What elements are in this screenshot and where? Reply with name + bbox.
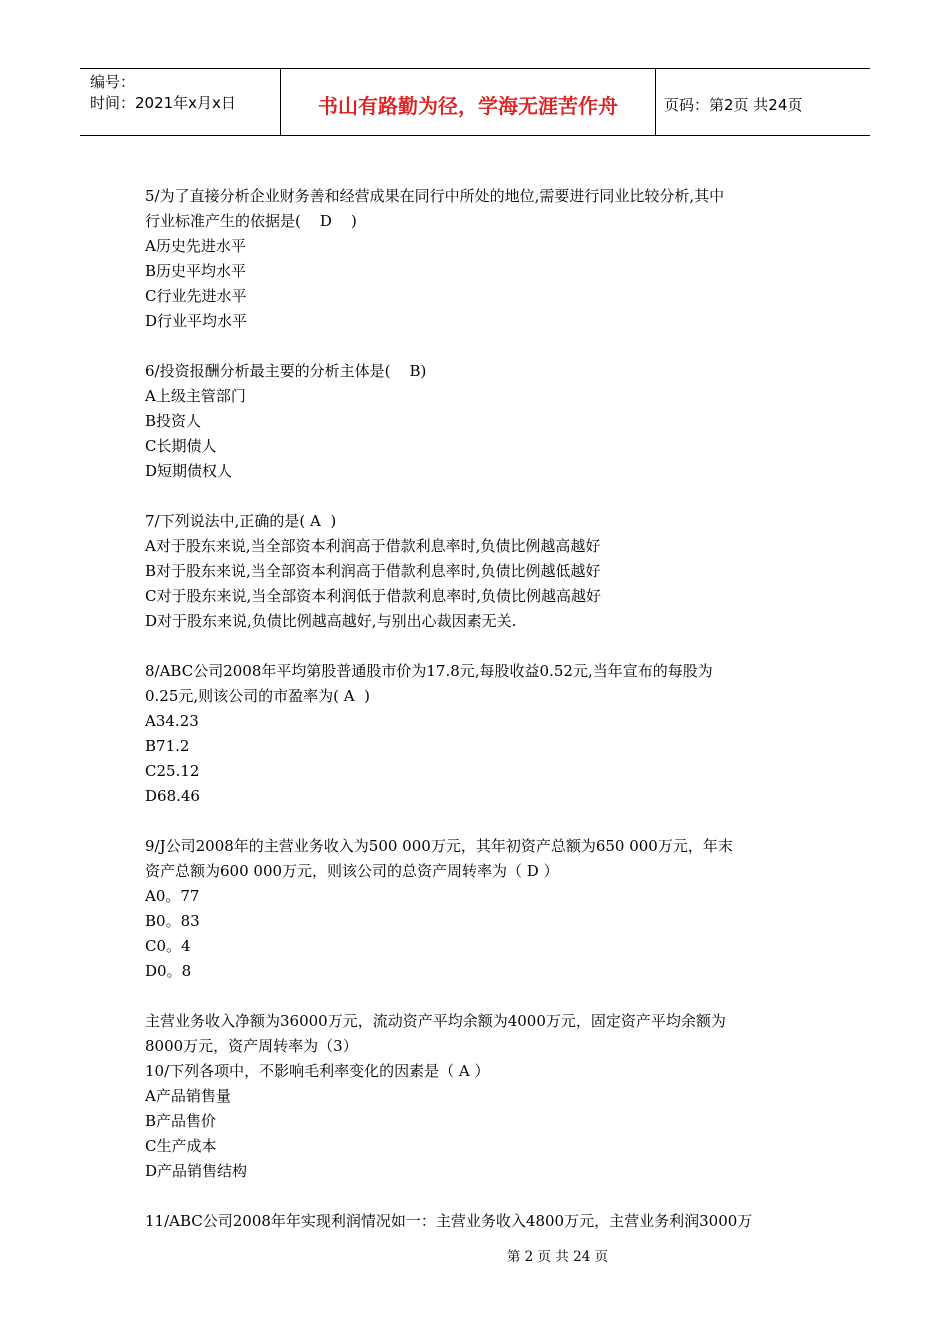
question-block — [145, 184, 815, 334]
answer-option: A产品销售量 — [145, 1087, 231, 1105]
answer-option: B产品售价 — [145, 1112, 217, 1130]
question-block — [145, 1009, 815, 1184]
question-block — [145, 359, 815, 484]
paragraph-gap — [145, 984, 815, 1009]
question-block — [145, 659, 815, 809]
answer-option: A上级主管部门 — [145, 387, 246, 405]
question-block — [145, 1209, 815, 1234]
question-text: 资产总额为600 000万元，则该公司的总资产周转率为（ D ） — [145, 862, 559, 880]
question-text: 行业标准产生的依据是( D ) — [145, 212, 357, 230]
paragraph-gap — [145, 1184, 815, 1209]
page-header — [80, 68, 870, 136]
question-text: 主营业务收入净额为36000万元，流动资产平均余额为4000万元，固定资产平均余额为 — [145, 1012, 726, 1030]
answer-option: D短期债权人 — [145, 462, 233, 480]
answer-option: B71.2 — [145, 737, 190, 755]
question-text: 7/下列说法中,正确的是( A ) — [145, 512, 337, 530]
answer-option: C25.12 — [145, 762, 200, 780]
answer-option: A0。77 — [145, 887, 200, 905]
answer-option: D0。8 — [145, 962, 192, 980]
answer-option: B对于股东来说,当全部资本利润高于借款利息率时,负债比例越低越好 — [145, 562, 601, 580]
paragraph-gap — [145, 334, 815, 359]
question-block — [145, 509, 815, 634]
answer-option: B投资人 — [145, 412, 202, 430]
answer-option: A对于股东来说,当全部资本利润高于借款利息率时,负债比例越高越好 — [145, 537, 601, 555]
question-text: 11/ABC公司2008年年实现利润情况如一：主营业务收入4800万元，主营业务利润3000万 — [145, 1212, 753, 1230]
answer-option: C0。4 — [145, 937, 191, 955]
question-text: 10/下列各项中，不影响毛利率变化的因素是（ A ） — [145, 1062, 490, 1080]
answer-option: A历史先进水平 — [145, 237, 246, 255]
document-body — [145, 184, 815, 1234]
header-meta — [80, 69, 281, 135]
answer-option: A34.23 — [145, 712, 199, 730]
document-number-label: 编号： — [90, 73, 136, 91]
page-footer: 第 2 页 共 24 页 — [506, 1249, 609, 1265]
question-text: 9/J公司2008年的主营业务收入为500 000万元，其年初资产总额为650 000万元，年末 — [145, 837, 733, 855]
answer-option: C对于股东来说,当全部资本利润低于借款利息率时,负债比例越高越好 — [145, 587, 602, 605]
document-date-label: 时间：2021年x月x日 — [90, 94, 236, 112]
answer-option: D产品销售结构 — [145, 1162, 248, 1180]
header-motto: 书山有路勤为径，学海无涯苦作舟 — [281, 69, 656, 135]
question-text: 8000万元，资产周转率为（3） — [145, 1037, 358, 1055]
question-text: 8/ABC公司2008年平均第股普通股市价为17.8元,每股收益0.52元,当年宣布的每股为 — [145, 662, 713, 680]
answer-option: C长期债人 — [145, 437, 217, 455]
paragraph-gap — [145, 484, 815, 509]
answer-option: D对于股东来说,负债比例越高越好,与别出心裁因素无关. — [145, 612, 517, 630]
question-text: 5/为了直接分析企业财务善和经营成果在同行中所处的地位,需要进行同业比较分析,其中 — [145, 187, 725, 205]
question-block — [145, 834, 815, 984]
question-text: 0.25元,则该公司的市盈率为( A ) — [145, 687, 371, 705]
answer-option: B0。83 — [145, 912, 200, 930]
answer-option: D68.46 — [145, 787, 200, 805]
paragraph-gap — [145, 634, 815, 659]
answer-option: C生产成本 — [145, 1137, 217, 1155]
header-page-label: 页码：第2页 共24页 — [664, 95, 803, 114]
answer-option: D行业平均水平 — [145, 312, 248, 330]
question-text: 6/投资报酬分析最主要的分析主体是( B) — [145, 362, 427, 380]
paragraph-gap — [145, 809, 815, 834]
answer-option: B历史平均水平 — [145, 262, 247, 280]
answer-option: C行业先进水平 — [145, 287, 247, 305]
